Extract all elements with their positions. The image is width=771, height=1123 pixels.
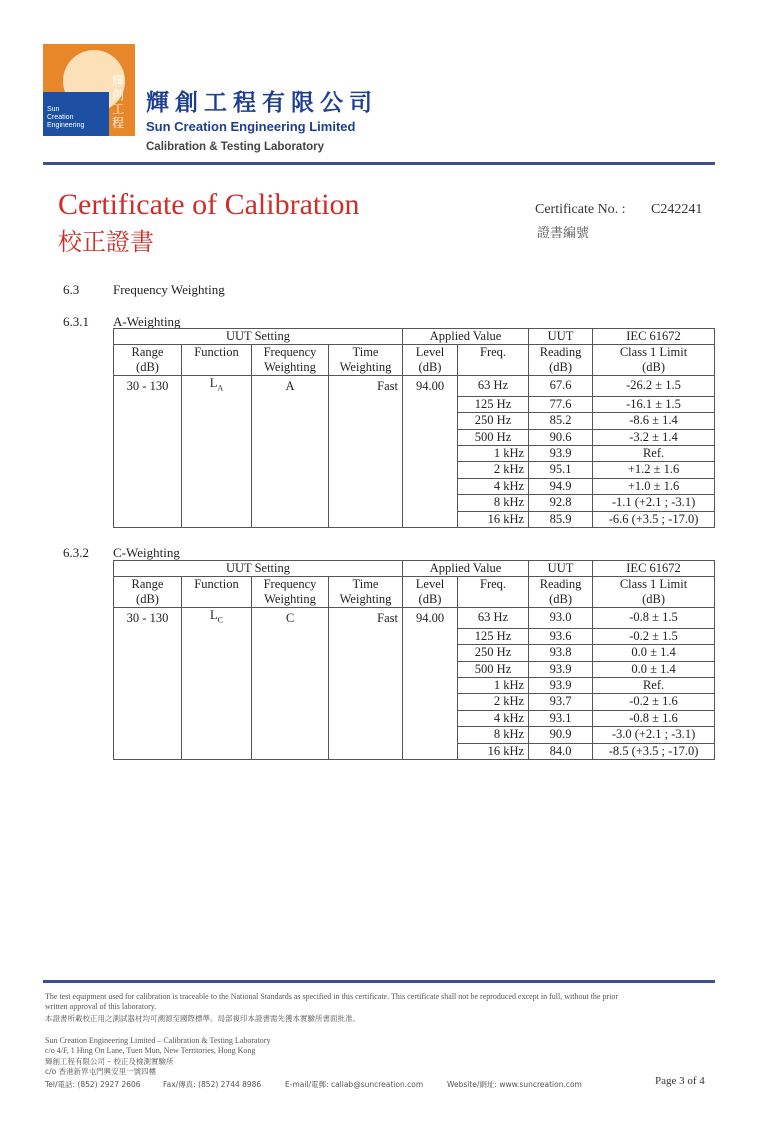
table-row <box>114 678 715 694</box>
reading-cell: 94.9 <box>529 478 593 494</box>
header-range-unit: (dB) <box>114 360 182 376</box>
header-level-unit: (dB) <box>403 592 458 608</box>
header-uut: UUT <box>529 561 593 577</box>
header-applied-value: Applied Value <box>403 329 529 345</box>
header-reading: Reading <box>529 345 593 361</box>
certificate-number: C242241 <box>651 202 703 217</box>
header-range-unit: (dB) <box>114 592 182 608</box>
table-row <box>114 694 715 710</box>
function-value: $L_C$ <box>182 608 252 628</box>
limit-cell: +1.0 ± 1.6 <box>593 478 715 494</box>
reading-cell: 93.8 <box>529 645 593 661</box>
disclaimer-english: The test equipment used for calibration is traceable to the National Standards as specified in this certificate. This certificate shall not be reproduced except in full, without the prior <box>45 992 618 1001</box>
header-uut: UUT <box>529 329 593 345</box>
limit-cell: -3.2 ± 1.4 <box>593 429 715 445</box>
limit-cell: -0.8 ± 1.6 <box>593 710 715 726</box>
function-value: $L_A$ <box>182 376 252 396</box>
level-value: 94.00 <box>403 608 458 628</box>
level-value: 94.00 <box>403 376 458 396</box>
table-row <box>114 661 715 677</box>
frequency-weighting-value: A <box>252 376 329 396</box>
table-row <box>114 376 715 396</box>
disclaimer-chinese: 本證書所載校正用之測試器材均可溯源至國際標準。局部複印本證書需先獲本實驗所書面批准。 <box>45 1014 360 1023</box>
a-weighting-table <box>113 328 715 528</box>
limit-cell: 0.0 ± 1.4 <box>593 661 715 677</box>
table-row <box>114 429 715 445</box>
reading-cell: 90.9 <box>529 727 593 743</box>
header-weighting: Weighting <box>329 592 403 608</box>
certificate-title-chinese: 校正證書 <box>58 228 154 256</box>
header-uut-setting: UUT Setting <box>114 561 403 577</box>
header-reading: Reading <box>529 577 593 593</box>
freq-cell: 1 kHz <box>458 678 529 694</box>
reading-cell: 93.7 <box>529 694 593 710</box>
reading-cell: 85.2 <box>529 413 593 429</box>
header-level: Level <box>403 577 458 593</box>
reading-cell: 85.9 <box>529 511 593 527</box>
freq-cell: 1 kHz <box>458 446 529 462</box>
freq-cell: 500 Hz <box>458 429 529 445</box>
disclaimer-english-continued: written approval of this laboratory. <box>45 1002 157 1011</box>
address-line-chinese: 輝創工程有限公司 – 校正及檢測實驗所 <box>45 1057 174 1066</box>
limit-cell: -1.1 (+2.1 ; -3.1) <box>593 495 715 511</box>
section-number: 6.3 <box>63 282 80 297</box>
freq-cell: 2 kHz <box>458 462 529 478</box>
header-limit-unit: (dB) <box>593 592 715 608</box>
footer-divider <box>43 980 715 983</box>
certificate-number-label-chinese: 證書編號 <box>537 226 590 241</box>
header-freq: Freq. <box>458 345 529 361</box>
reading-cell: 90.6 <box>529 429 593 445</box>
subsection-title: C-Weighting <box>113 545 180 560</box>
subsection-title: A-Weighting <box>113 314 181 329</box>
freq-cell: 125 Hz <box>458 628 529 644</box>
address-line: c/o 4/F, 1 Hing On Lane, Tuen Mun, New Territories, Hong Kong <box>45 1046 256 1055</box>
range-value: 30 - 130 <box>114 376 182 396</box>
logo-english-text: Sun Creation Engineering <box>47 106 85 129</box>
header-class-limit: Class 1 Limit <box>593 577 715 593</box>
reading-cell: 95.1 <box>529 462 593 478</box>
website: Website/網址: www.suncreation.com <box>447 1080 582 1089</box>
freq-cell: 63 Hz <box>458 376 529 396</box>
reading-cell: 93.1 <box>529 710 593 726</box>
limit-cell: -3.0 (+2.1 ; -3.1) <box>593 727 715 743</box>
header-iec: IEC 61672 <box>593 561 715 577</box>
limit-cell: Ref. <box>593 678 715 694</box>
table-row <box>114 413 715 429</box>
fax: Fax/傳真: (852) 2744 8986 <box>163 1080 262 1089</box>
header-freq: Freq. <box>458 577 529 593</box>
header-reading-unit: (dB) <box>529 592 593 608</box>
header-function: Function <box>182 345 252 361</box>
freq-cell: 125 Hz <box>458 396 529 412</box>
range-value: 30 - 130 <box>114 608 182 628</box>
table-row <box>114 478 715 494</box>
header-weighting: Weighting <box>252 360 329 376</box>
header-level-unit: (dB) <box>403 360 458 376</box>
limit-cell: -0.8 ± 1.5 <box>593 608 715 628</box>
table-row <box>114 446 715 462</box>
limit-cell: -0.2 ± 1.5 <box>593 628 715 644</box>
table-row <box>114 727 715 743</box>
header-time: Time <box>329 345 403 361</box>
reading-cell: 93.6 <box>529 628 593 644</box>
header-reading-unit: (dB) <box>529 360 593 376</box>
logo-chinese-text: 輝 創 工 程 <box>111 74 124 130</box>
reading-cell: 84.0 <box>529 743 593 759</box>
certificate-title-english: Certificate of Calibration <box>58 188 360 221</box>
company-logo <box>43 44 135 136</box>
c-weighting-table <box>113 560 715 760</box>
table-row <box>114 628 715 644</box>
header-level: Level <box>403 345 458 361</box>
freq-cell: 500 Hz <box>458 661 529 677</box>
header-range: Range <box>114 345 182 361</box>
freq-cell: 16 kHz <box>458 511 529 527</box>
time-weighting-value: Fast <box>329 608 403 628</box>
table-row <box>114 608 715 628</box>
freq-cell: 8 kHz <box>458 495 529 511</box>
table-row <box>114 645 715 661</box>
freq-cell: 2 kHz <box>458 694 529 710</box>
laboratory-name: Calibration & Testing Laboratory <box>146 141 325 153</box>
header-weighting: Weighting <box>329 360 403 376</box>
telephone: Tel/電話: (852) 2927 2606 <box>45 1080 141 1089</box>
subsection-number: 6.3.1 <box>63 314 89 329</box>
limit-cell: -0.2 ± 1.6 <box>593 694 715 710</box>
limit-cell: -8.5 (+3.5 ; -17.0) <box>593 743 715 759</box>
header-frequency: Frequency <box>252 577 329 593</box>
freq-cell: 16 kHz <box>458 743 529 759</box>
limit-cell: 0.0 ± 1.4 <box>593 645 715 661</box>
reading-cell: 67.6 <box>529 376 593 396</box>
limit-cell: -16.1 ± 1.5 <box>593 396 715 412</box>
header-applied-value: Applied Value <box>403 561 529 577</box>
email: E-mail/電郵: callab@suncreation.com <box>285 1080 424 1089</box>
subsection-number: 6.3.2 <box>63 545 89 560</box>
header-frequency: Frequency <box>252 345 329 361</box>
freq-cell: 63 Hz <box>458 608 529 628</box>
table-row <box>114 710 715 726</box>
header-function: Function <box>182 577 252 593</box>
limit-cell: Ref. <box>593 446 715 462</box>
limit-cell: -6.6 (+3.5 ; -17.0) <box>593 511 715 527</box>
limit-cell: -26.2 ± 1.5 <box>593 376 715 396</box>
table-row <box>114 396 715 412</box>
certificate-number-label: Certificate No. : <box>535 202 626 217</box>
limit-cell: -8.6 ± 1.4 <box>593 413 715 429</box>
company-name-chinese: 輝創工程有限公司 <box>146 90 378 116</box>
header-iec: IEC 61672 <box>593 329 715 345</box>
header-limit-unit: (dB) <box>593 360 715 376</box>
header-time: Time <box>329 577 403 593</box>
table-row <box>114 462 715 478</box>
table-row <box>114 495 715 511</box>
address-line-chinese: c/o 香港新界屯門興安里一號四樓 <box>45 1067 157 1076</box>
time-weighting-value: Fast <box>329 376 403 396</box>
address-line: Sun Creation Engineering Limited – Calibration & Testing Laboratory <box>45 1036 271 1045</box>
header-class-limit: Class 1 Limit <box>593 345 715 361</box>
freq-cell: 4 kHz <box>458 710 529 726</box>
table-row <box>114 511 715 527</box>
header-uut-setting: UUT Setting <box>114 329 403 345</box>
frequency-weighting-value: C <box>252 608 329 628</box>
reading-cell: 77.6 <box>529 396 593 412</box>
freq-cell: 250 Hz <box>458 645 529 661</box>
reading-cell: 93.0 <box>529 608 593 628</box>
freq-cell: 4 kHz <box>458 478 529 494</box>
reading-cell: 93.9 <box>529 678 593 694</box>
reading-cell: 93.9 <box>529 661 593 677</box>
table-row <box>114 743 715 759</box>
header-range: Range <box>114 577 182 593</box>
freq-cell: 8 kHz <box>458 727 529 743</box>
page-number: Page 3 of 4 <box>655 1075 705 1087</box>
section-title: Frequency Weighting <box>113 282 225 297</box>
freq-cell: 250 Hz <box>458 413 529 429</box>
header-divider <box>43 162 715 165</box>
header-weighting: Weighting <box>252 592 329 608</box>
reading-cell: 92.8 <box>529 495 593 511</box>
reading-cell: 93.9 <box>529 446 593 462</box>
company-name-english: Sun Creation Engineering Limited <box>146 119 356 134</box>
limit-cell: +1.2 ± 1.6 <box>593 462 715 478</box>
